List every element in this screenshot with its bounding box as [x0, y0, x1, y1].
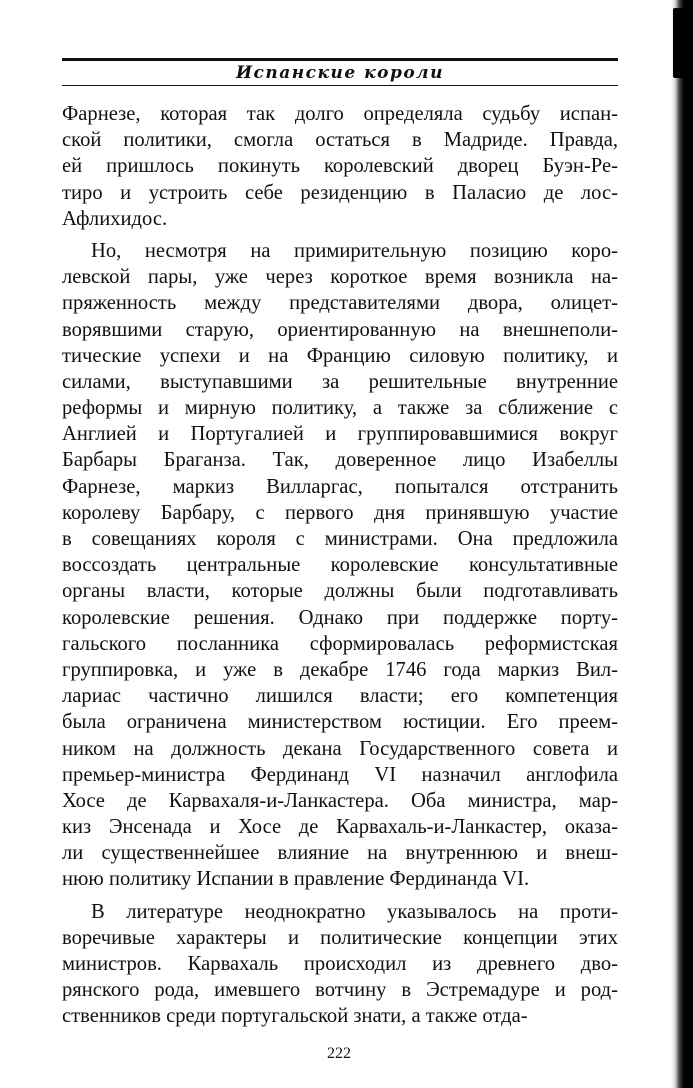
text-line: в совещаниях короля с министрами. Она предложила	[62, 528, 618, 550]
text-line: Фарнезе, маркиз Вилларгас, попытался отстранить	[62, 475, 618, 498]
text-line: нюю политику Испании в правление Фердинанда VI.	[62, 868, 530, 891]
text-line: министров. Карвахаль происходил из древнего дво-	[62, 953, 618, 975]
text-line: королевские решения. Однако при поддержке порту-	[62, 606, 618, 629]
body-text	[62, 101, 618, 1030]
paragraph	[62, 238, 618, 893]
text-line: ей пришлось покинуть королевский дворец Буэн-Ре-	[62, 155, 618, 178]
text-line: гальского посланника сформировалась реформистская	[62, 632, 618, 655]
running-head	[62, 58, 618, 86]
paragraph	[62, 101, 618, 232]
text-line: Хосе де Карвахаля-и-Ланкастера. Оба министра, мар-	[62, 789, 618, 812]
text-line: ли существеннейшее влияние на внутреннюю и внеш-	[62, 842, 618, 865]
text-line: Но, несмотря на примирительную позицию коро-	[91, 239, 618, 262]
page-number: 222	[327, 1045, 351, 1062]
text-line: тические успехи и на Францию силовую политику, и	[62, 344, 618, 367]
text-line: Англией и Португалией и группировавшимися вокруг	[62, 423, 618, 446]
book-spine-edge	[673, 8, 687, 78]
text-line: Афлихидос.	[62, 207, 168, 230]
text-line: воречивые характеры и политические концепции этих	[62, 926, 618, 949]
text-line: левской пары, уже через короткое время возникла на-	[62, 266, 618, 289]
text-line: воссоздать центральные королевские консультативные	[62, 554, 618, 577]
text-line: ворявшими старую, ориентированную на внешнеполи-	[62, 318, 618, 341]
text-line: Барбары Браганза. Так, доверенное лицо Изабеллы	[62, 449, 618, 472]
text-line: лариас частично лишился власти; его компетенция	[62, 685, 618, 708]
text-line: В литературе неоднократно указывалось на проти-	[91, 900, 618, 923]
text-line: Фарнезе, которая так долго определяла судьбу испан-	[62, 103, 618, 125]
text-line: ской политики, смогла остаться в Мадриде. Правда,	[62, 129, 618, 152]
text-line: была ограничена министерством юстиции. Его преем-	[62, 711, 618, 734]
text-line: органы власти, которые должны были подготавливать	[62, 580, 618, 603]
text-line: реформы и мирную политику, а также за сближение с	[62, 397, 618, 420]
text-line: премьер-министра Фердинанд VI назначил англофила	[62, 763, 618, 786]
text-line: пряженность между представителями двора, олицет-	[62, 292, 618, 315]
running-head-title: Испанские короли	[235, 63, 444, 83]
paragraph	[62, 899, 618, 1030]
text-line: ником на должность декана Государственного совета и	[62, 737, 618, 760]
book-spine-shadow	[671, 0, 693, 1088]
text-line: рянского рода, имевшего вотчину в Эстремадуре и род-	[62, 979, 618, 1002]
text-line: силами, выступавшими за решительные внутренние	[62, 370, 618, 393]
text-line: киз Энсенада и Хосе де Карвахаль-и-Ланкастер, оказа-	[62, 816, 618, 839]
text-line: группировка, и уже в декабре 1746 года маркиз Вил-	[62, 658, 618, 681]
text-line: ственников среди португальской знати, а также отда-	[62, 1005, 528, 1028]
text-line: тиро и устроить себе резиденцию в Паласио де лос-	[62, 181, 618, 204]
text-line: королеву Барбару, с первого дня принявшую участие	[62, 501, 618, 524]
